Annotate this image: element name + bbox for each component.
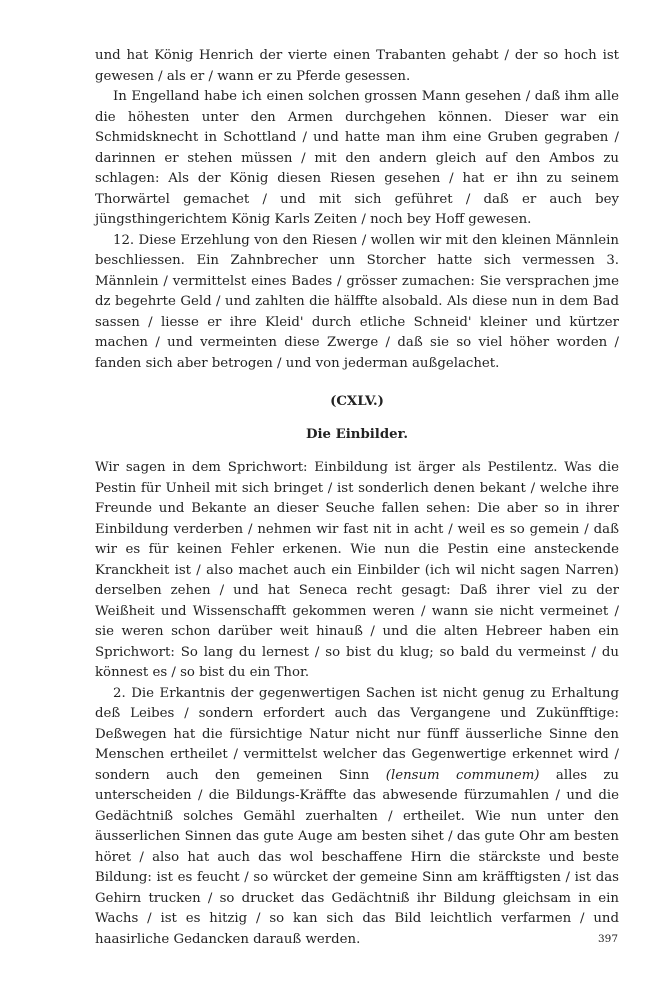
page-body	[95, 46, 619, 950]
paragraph-erkantnis	[95, 684, 619, 951]
page-number: 397	[597, 933, 618, 945]
paragraph-erkantnis-part1: 2. Die Erkantnis der gegenwertigen Sachen ist nicht genug zu Erhaltung deß Leibes / sondern erfordert auch das Vergangene und Zukünfftige: Deßwegen hat die fürsichtige Natur nicht nur fünff äusserliche Sinne den Menschen ertheilet / vermittelst welcher das Gegenwertige erkennet wird / sondern auch den gemeinen Sinn	[95, 685, 619, 783]
paragraph-maennlein: 12. Diese Erzehlung von den Riesen / wollen wir mit den kleinen Männlein beschliessen. Ein Zahnbrecher unn Storcher hatte sich vermessen 3. Männlein / vermittelst eines Bades / grösser zumachen: Sie versprachen jme dz begehrte Geld / und zahlten die hälffte alsobald. Als diese nun in dem Bad sassen / liesse er ihre Kleid' durch etliche Schneid' kleiner und kürtzer machen / und vermeinten diese Zwerge / daß sie so viel höher worden / fanden sich aber betrogen / und von jederman außgelachet.	[95, 232, 619, 371]
paragraph-einbildung: Wir sagen in dem Sprichwort: Einbildung ist ärger als Pestilentz. Was die Pestin für Unheil mit sich bringet / ist sonderlich denen bekant / welche ihre Freunde und Bekante an dieser Seuche fallen sehen: Die aber so in ihrer Einbildung verderben / nehmen wir fast nit in acht / weil es so gemein / daß wir es für keinen Fehler erkenen. Wie nun die Pestin eine ansteckende Kranckheit ist / also machet auch ein Einbilder (ich wil nicht sagen Narren) derselben zehen / und hat Seneca recht gesagt: Daß ihrer viel zu der Weißheit und Wissenschafft gekommen weren / wann sie nicht vermeinet / sie weren schon darüber weit hinauß / und die alten Hebreer haben ein Sprichwort: So lang du lernest / so bist du klug; so bald du vermeinst / du könnest es / so bist du ein Thor.	[95, 460, 619, 680]
paragraph-engelland: In Engelland habe ich einen solchen grossen Mann gesehen / daß ihm alle die höhesten unter den Armen durchgehen können. Dieser war ein Schmidsknecht in Schottland / und hatte man ihm eine Gruben gegraben / darinnen er stehen müssen / mit den andern gleich auf den Ambos zu schlagen: Als der König diesen Riesen gesehen / hat er ihn zu seinem Thorwärtel gemachet / und mit sich geführet / daß er auch bey jüngsthingerichtem König Karls Zeiten / noch bey Hoff gewesen.	[95, 89, 619, 227]
paragraph-continuation: und hat König Henrich der vierte einen Trabanten gehabt / der so hoch ist gewesen / als er / wann er zu Pferde gesessen.	[95, 48, 619, 84]
section-title: Die Einbilder.	[305, 426, 409, 442]
latin-term: (lensum communem)	[385, 767, 540, 783]
section-number: (CXLV.)	[330, 394, 384, 409]
paragraph-erkantnis-part2: alles zu unterscheiden / die Bildungs-Kräffte das abwesende fürzumahlen / und die Gedächtniß solches Gemähl zuerhalten / ertheilet. Wie nun unter den äusserlichen Sinnen das gute Auge am besten sihet / das gute Ohr am besten höret / also hat auch das wol beschaffene Hirn die stärckste und beste Bildung: ist es feucht / so würcket der gemeine Sinn am kräfftigsten / ist das Gehirn trucken / so drucket das Gedächtniß ihr Bildung gleichsam in ein Wachs / ist es hitzig / so kan sich das Bild leichtlich verfarmen / und haasirliche Gedancken darauß werden.	[95, 767, 619, 947]
